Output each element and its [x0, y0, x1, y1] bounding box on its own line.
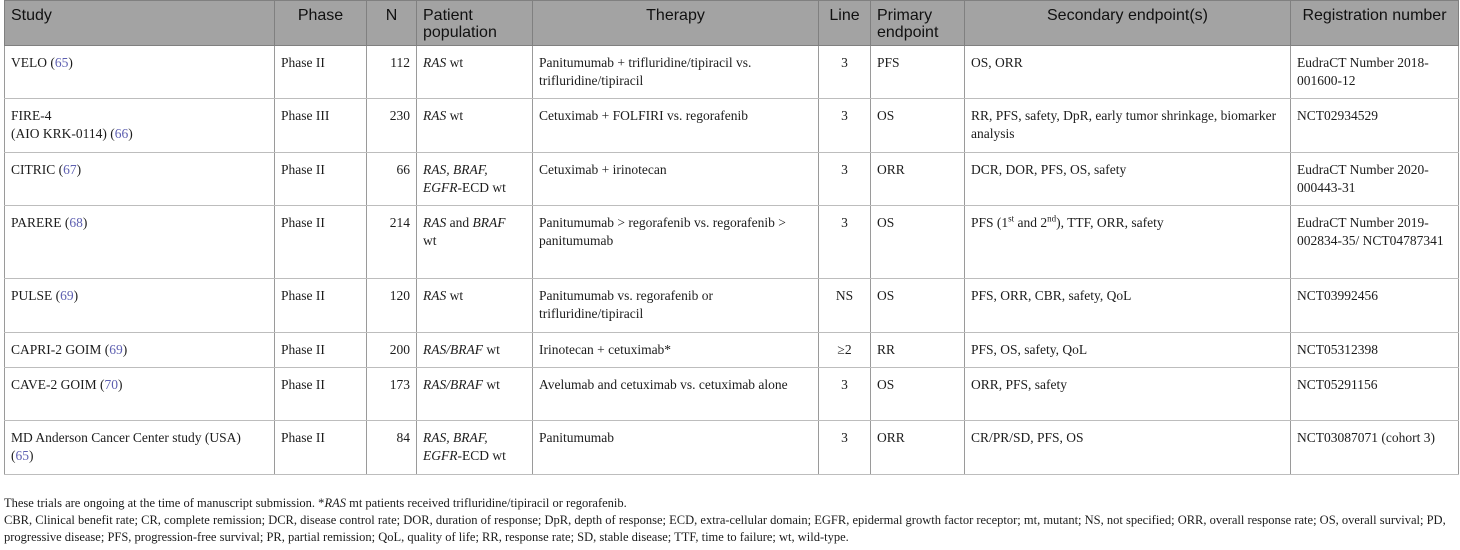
population-cell: RAS wt: [417, 46, 533, 99]
header-study: Study: [5, 1, 275, 46]
study-cell: FIRE-4 (AIO KRK-0114) (66): [5, 99, 275, 153]
population-cell: RAS/BRAF wt: [417, 333, 533, 368]
header-therapy: Therapy: [533, 1, 819, 46]
reference-link[interactable]: 69: [60, 288, 74, 303]
line-cell: NS: [819, 279, 871, 333]
phase-cell: Phase II: [275, 279, 367, 333]
line-cell: 3: [819, 46, 871, 99]
secondary-endpoint-cell: PFS, OS, safety, QoL: [965, 333, 1291, 368]
phase-cell: Phase II: [275, 421, 367, 475]
n-cell: 84: [367, 421, 417, 475]
line-cell: ≥2: [819, 333, 871, 368]
n-cell: 112: [367, 46, 417, 99]
header-secondary-endpoints: Secondary endpoint(s): [965, 1, 1291, 46]
n-cell: 214: [367, 206, 417, 279]
therapy-cell: Avelumab and cetuximab vs. cetuximab alone: [533, 368, 819, 421]
phase-cell: Phase II: [275, 46, 367, 99]
n-cell: 200: [367, 333, 417, 368]
line-cell: 3: [819, 206, 871, 279]
table-row: [5, 421, 1459, 475]
n-cell: 66: [367, 153, 417, 206]
header-population: Patient population: [417, 1, 533, 46]
footnote-ongoing: These trials are ongoing at the time of manuscript submission. *RAS mt patients received trifluridine/tipiracil or regorafenib.: [4, 496, 627, 510]
therapy-cell: Cetuximab + irinotecan: [533, 153, 819, 206]
registration-cell: NCT03992456: [1291, 279, 1459, 333]
primary-endpoint-cell: ORR: [871, 421, 965, 475]
phase-cell: Phase II: [275, 206, 367, 279]
population-cell: RAS, BRAF, EGFR-ECD wt: [417, 153, 533, 206]
registration-cell: EudraCT Number 2020-000443-31: [1291, 153, 1459, 206]
reference-link[interactable]: 65: [54, 55, 69, 70]
table-row: [5, 99, 1459, 153]
header-line: Line: [819, 1, 871, 46]
primary-endpoint-cell: RR: [871, 333, 965, 368]
phase-cell: Phase II: [275, 333, 367, 368]
phase-cell: Phase II: [275, 153, 367, 206]
study-cell: CAPRI-2 GOIM (69): [5, 333, 275, 368]
population-cell: RAS, BRAF, EGFR-ECD wt: [417, 421, 533, 475]
secondary-endpoint-cell: PFS (1st and 2nd), TTF, ORR, safety: [965, 206, 1291, 279]
table-row: [5, 206, 1459, 279]
line-cell: 3: [819, 99, 871, 153]
phase-cell: Phase III: [275, 99, 367, 153]
header-registration: Registration number: [1291, 1, 1459, 46]
table-row: [5, 279, 1459, 333]
secondary-endpoint-cell: PFS, ORR, CBR, safety, QoL: [965, 279, 1291, 333]
secondary-endpoint-cell: CR/PR/SD, PFS, OS: [965, 421, 1291, 475]
study-cell: PARERE (68): [5, 206, 275, 279]
phase-cell: Phase II: [275, 368, 367, 421]
line-cell: 3: [819, 153, 871, 206]
population-cell: RAS/BRAF wt: [417, 368, 533, 421]
primary-endpoint-cell: OS: [871, 99, 965, 153]
population-cell: RAS wt: [417, 279, 533, 333]
footnote-abbreviations: CBR, Clinical benefit rate; CR, complete remission; DCR, disease control rate; DOR, duration of response; DpR, depth of response; ECD, extra-cellular domain; EGFR, epidermal growth factor receptor; mt, mutant; NS, not specified; ORR, overall response rate; OS, overall survival; PD, progressive disease; PFS, progression-free survival; PR, partial remission; QoL, quality of life; RR, response rate; SD, stable disease; TTF, time to failure; wt, wild-type.: [4, 513, 1446, 544]
registration-cell: NCT05312398: [1291, 333, 1459, 368]
therapy-cell: Panitumumab: [533, 421, 819, 475]
reference-link[interactable]: 67: [63, 162, 77, 177]
study-cell: CITRIC (67): [5, 153, 275, 206]
registration-cell: EudraCT Number 2019-002834-35/ NCT04787341: [1291, 206, 1459, 279]
trials-table-container: [4, 0, 1458, 475]
reference-link[interactable]: 65: [15, 448, 29, 463]
table-row: [5, 46, 1459, 99]
header-row: [5, 1, 1459, 46]
therapy-cell: Panitumumab + trifluridine/tipiracil vs. trifluridine/tipiracil: [533, 46, 819, 99]
population-cell: RAS wt: [417, 99, 533, 153]
primary-endpoint-cell: ORR: [871, 153, 965, 206]
header-n: N: [367, 1, 417, 46]
registration-cell: NCT05291156: [1291, 368, 1459, 421]
therapy-cell: Cetuximab + FOLFIRI vs. regorafenib: [533, 99, 819, 153]
therapy-cell: Irinotecan + cetuximab*: [533, 333, 819, 368]
line-cell: 3: [819, 421, 871, 475]
table-row: [5, 368, 1459, 421]
primary-endpoint-cell: OS: [871, 279, 965, 333]
primary-endpoint-cell: PFS: [871, 46, 965, 99]
reference-link[interactable]: 68: [69, 215, 83, 230]
primary-endpoint-cell: OS: [871, 206, 965, 279]
header-primary-endpoint: Primary endpoint: [871, 1, 965, 46]
secondary-endpoint-cell: OS, ORR: [965, 46, 1291, 99]
registration-cell: NCT02934529: [1291, 99, 1459, 153]
study-cell: VELO (65): [5, 46, 275, 99]
therapy-cell: Panitumumab > regorafenib vs. regorafenib > panitumumab: [533, 206, 819, 279]
n-cell: 120: [367, 279, 417, 333]
secondary-endpoint-cell: DCR, DOR, PFS, OS, safety: [965, 153, 1291, 206]
study-cell: PULSE (69): [5, 279, 275, 333]
line-cell: 3: [819, 368, 871, 421]
population-cell: RAS and BRAF wt: [417, 206, 533, 279]
table-row: [5, 153, 1459, 206]
therapy-cell: Panitumumab vs. regorafenib or trifluridine/tipiracil: [533, 279, 819, 333]
secondary-endpoint-cell: ORR, PFS, safety: [965, 368, 1291, 421]
study-cell: MD Anderson Cancer Center study (USA) (65): [5, 421, 275, 475]
table-row: [5, 333, 1459, 368]
reference-link[interactable]: 66: [114, 126, 129, 141]
table-footnotes: [4, 495, 1458, 546]
reference-link[interactable]: 69: [109, 342, 123, 357]
n-cell: 173: [367, 368, 417, 421]
primary-endpoint-cell: OS: [871, 368, 965, 421]
study-cell: CAVE-2 GOIM (70): [5, 368, 275, 421]
header-phase: Phase: [275, 1, 367, 46]
registration-cell: EudraCT Number 2018-001600-12: [1291, 46, 1459, 99]
n-cell: 230: [367, 99, 417, 153]
reference-link[interactable]: 70: [104, 377, 119, 392]
trials-table: [4, 0, 1459, 475]
secondary-endpoint-cell: RR, PFS, safety, DpR, early tumor shrinkage, biomarker analysis: [965, 99, 1291, 153]
registration-cell: NCT03087071 (cohort 3): [1291, 421, 1459, 475]
